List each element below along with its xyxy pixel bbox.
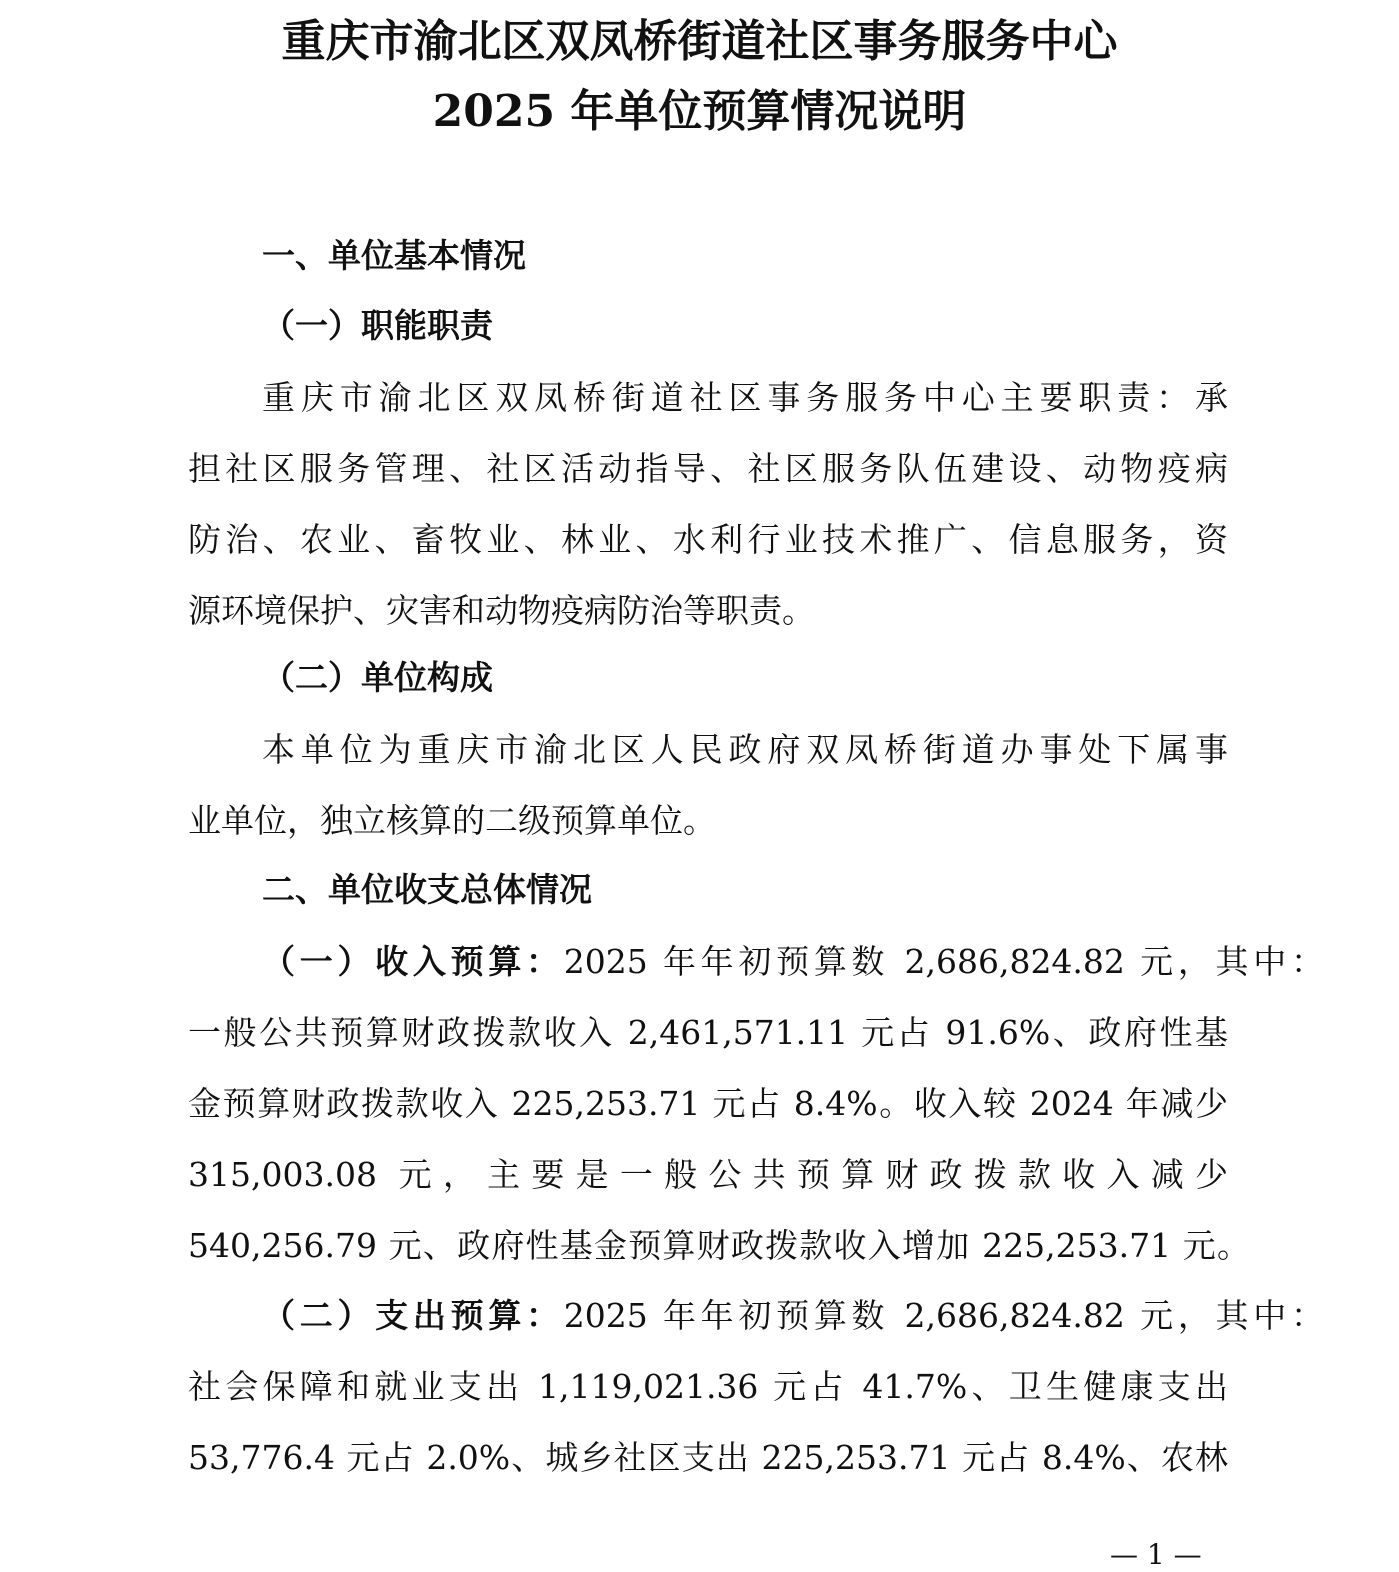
document-title-line-2: 2025 年单位预算情况说明	[432, 86, 967, 137]
section-1-sub-2-heading: （二）单位构成	[262, 658, 493, 697]
section-1-sub-1-heading: （一）职能职责	[262, 306, 493, 345]
income-line-2: 一般公共预算财政拨款收入 2,461,571.11 元占 91.6%、政府性基	[188, 1013, 1228, 1052]
expense-line-2: 社会保障和就业支出 1,119,021.36 元占 41.7%、卫生健康支出	[188, 1367, 1228, 1406]
document-title-line-1: 重庆市渝北区双凤桥街道社区事务服务中心	[281, 16, 1118, 67]
income-line-1	[188, 926, 1324, 997]
page-number: — 1 —	[1110, 1538, 1202, 1571]
composition-line-2: 业单位，独立核算的二级预算单位。	[188, 801, 716, 840]
duties-paragraph	[188, 362, 1228, 646]
duties-line-3: 防治、农业、畜牧业、林业、水利行业技术推广、信息服务，资	[188, 520, 1228, 559]
composition-paragraph	[188, 714, 1228, 856]
expense-line-1-text: 2025 年年初预算数 2,686,824.82 元，其中：	[563, 1296, 1325, 1335]
income-lead: （一）收入预算：	[262, 942, 564, 981]
income-line-5: 540,256.79 元、政府性基金预算财政拨款收入增加 225,253.71 元。	[188, 1226, 1250, 1265]
expense-line-1	[188, 1280, 1324, 1351]
income-line-1-text: 2025 年年初预算数 2,686,824.82 元，其中：	[563, 942, 1325, 981]
duties-line-1: 重庆市渝北区双凤桥街道社区事务服务中心主要职责：承	[262, 378, 1228, 417]
income-line-4: 315,003.08 元，主要是一般公共预算财政拨款收入减少	[188, 1155, 1228, 1194]
expense-line-3: 53,776.4 元占 2.0%、城乡社区支出 225,253.71 元占 8.4%、农林	[188, 1438, 1228, 1477]
expense-paragraph	[188, 1280, 1325, 1493]
expense-lead: （二）支出预算：	[262, 1296, 564, 1335]
income-line-3: 金预算财政拨款收入 225,253.71 元占 8.4%。收入较 2024 年减少	[188, 1084, 1228, 1123]
composition-line-1: 本单位为重庆市渝北区人民政府双凤桥街道办事处下属事	[262, 730, 1228, 769]
duties-line-2: 担社区服务管理、社区活动指导、社区服务队伍建设、动物疫病	[188, 449, 1228, 488]
income-paragraph	[188, 926, 1325, 1281]
section-2-heading: 二、单位收支总体情况	[262, 870, 592, 909]
section-1-heading: 一、单位基本情况	[262, 236, 526, 275]
duties-line-4: 源环境保护、灾害和动物疫病防治等职责。	[188, 591, 815, 630]
